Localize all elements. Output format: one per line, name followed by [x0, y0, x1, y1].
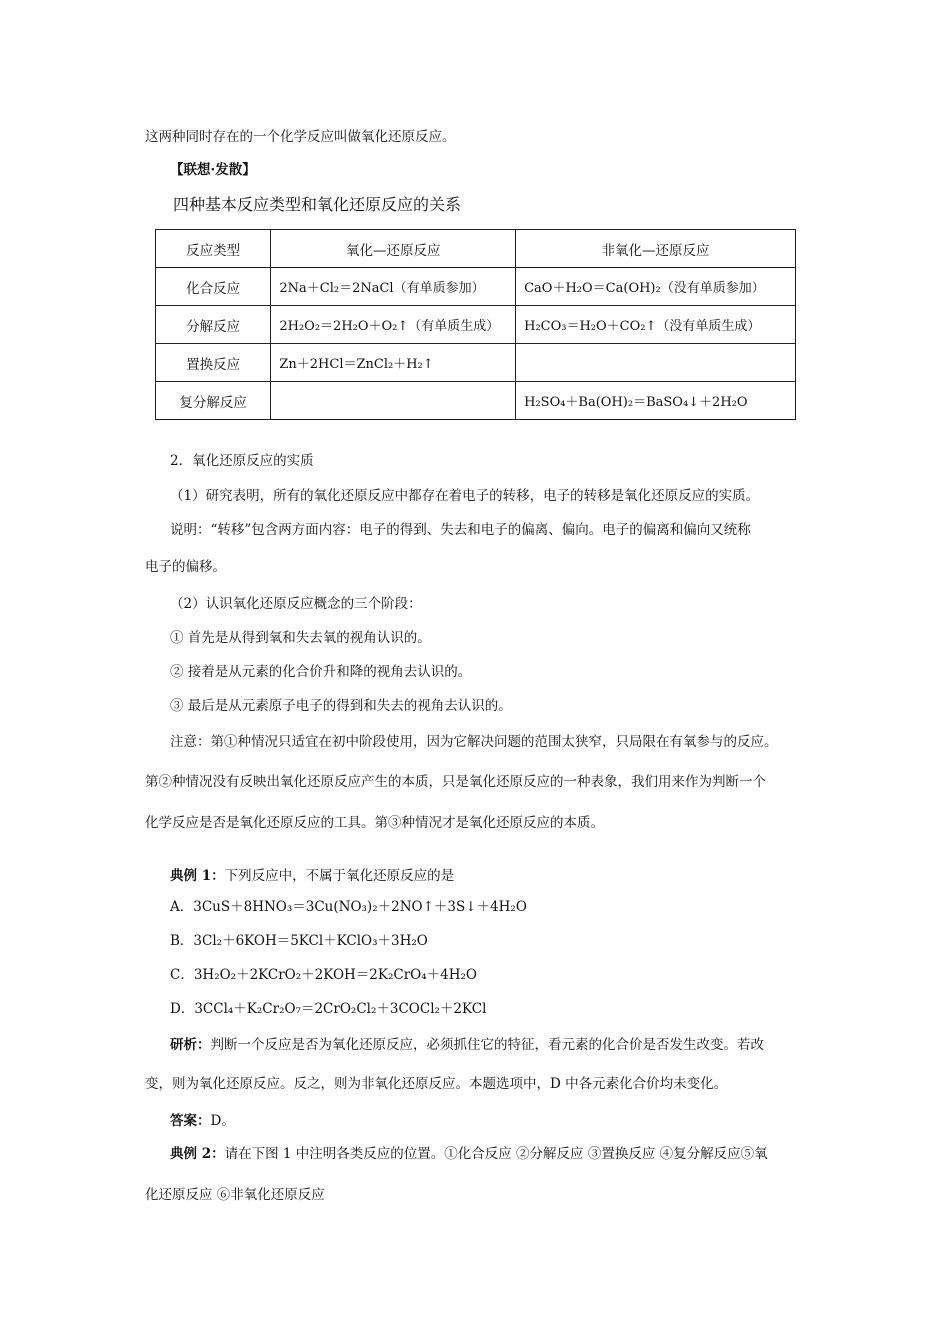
table-row [156, 268, 796, 306]
reaction-type-cell: 分解反应 [156, 306, 271, 344]
intro-text: 这两种同时存在的一个化学反应叫做氧化还原反应。 [145, 129, 456, 145]
table-title: 四种基本反应类型和氧化还原反应的关系 [173, 195, 462, 214]
non-redox-example-cell [516, 344, 796, 382]
non-redox-example-cell: H₂SO₄＋Ba(OH)₂＝BaSO₄↓＋2H₂O [516, 382, 796, 420]
caution-text: 注意：第①种情况只适宜在初中阶段使用，因为它解决问题的范围太狭窄，只局限在有氧参与的反应。 [170, 734, 778, 750]
header-cell: 非氧化—还原反应 [516, 230, 796, 268]
reaction-type-cell: 复分解反应 [156, 382, 271, 420]
option-a: A．3CuS＋8HNO₃＝3Cu(NO₃)₂＋2NO↑＋3S↓＋4H₂O [170, 899, 527, 915]
header-cell: 反应类型 [156, 230, 271, 268]
header-cell: 氧化—还原反应 [271, 230, 516, 268]
answer-label: 答案： [170, 1113, 211, 1129]
example-label: 典例 2： [170, 1146, 225, 1162]
caution-text: 第②种情况没有反映出氧化还原反应产生的本质，只是氧化还原反应的一种表象，我们用来作为判断一个 [145, 774, 766, 790]
example-label: 典例 1： [170, 868, 225, 884]
option-b: B．3Cl₂＋6KOH＝5KCl＋KClO₃＋3H₂O [170, 933, 428, 949]
analysis-label: 研析： [170, 1037, 211, 1053]
question-text: 化还原反应 ⑥非氧化还原反应 [145, 1187, 325, 1203]
table-row [156, 382, 796, 420]
non-redox-example-cell: CaO＋H₂O＝Ca(OH)₂（没有单质参加） [516, 268, 796, 306]
note-text: 电子的偏移。 [145, 559, 226, 575]
question-text: 请在下图 1 中注明各类反应的位置。①化合反应 ②分解反应 ③置换反应 ④复分解反应⑤氧 [224, 1146, 768, 1162]
example-2-question [170, 1145, 768, 1163]
stage-item: ① 首先是从得到氧和失去氧的视角认识的。 [170, 630, 431, 646]
table-row [156, 344, 796, 382]
table-header-row [156, 230, 796, 268]
redox-example-cell: Zn＋2HCl＝ZnCl₂＋H₂↑ [271, 344, 516, 382]
paragraph: （1）研究表明，所有的氧化还原反应中都存在着电子的转移，电子的转移是氧化还原反应的实质。 [170, 488, 760, 504]
reaction-relation-table [155, 229, 796, 420]
stage-item: ③ 最后是从元素原子电子的得到和失去的视角去认识的。 [170, 698, 512, 714]
non-redox-example-cell: H₂CO₃＝H₂O＋CO₂↑（没有单质生成） [516, 306, 796, 344]
analysis-line: 变，则为氧化还原反应。反之，则为非氧化还原反应。本题选项中，D 中各元素化合价均未变化。 [145, 1076, 728, 1092]
association-heading: 【联想·发散】 [170, 162, 256, 178]
redox-example-cell: 2H₂O₂＝2H₂O＋O₂↑（有单质生成） [271, 306, 516, 344]
analysis-text [170, 1036, 764, 1054]
example-1-question [170, 867, 454, 885]
reaction-type-cell: 化合反应 [156, 268, 271, 306]
answer-value: D。 [210, 1113, 235, 1129]
analysis-line: 判断一个反应是否为氧化还原反应，必须抓住它的特征，看元素的化合价是否发生改变。若改 [210, 1037, 764, 1053]
option-c: C．3H₂O₂＋2KCrO₂＋2KOH＝2K₂CrO₄＋4H₂O [170, 967, 477, 983]
caution-text: 化学反应是否是氧化还原反应的工具。第③种情况才是氧化还原反应的本质。 [145, 815, 604, 831]
reaction-type-cell: 置换反应 [156, 344, 271, 382]
note-text: 说明：“转移”包含两方面内容：电子的得到、失去和电子的偏离、偏向。电子的偏离和偏向又统称 [170, 522, 751, 538]
option-d: D．3CCl₄＋K₂Cr₂O₇＝2CrO₂Cl₂＋3COCl₂＋2KCl [170, 1001, 487, 1017]
paragraph: （2）认识氧化还原反应概念的三个阶段： [170, 596, 422, 612]
redox-example-cell [271, 382, 516, 420]
table-row [156, 306, 796, 344]
answer-text [170, 1112, 235, 1130]
question-text: 下列反应中，不属于氧化还原反应的是 [224, 868, 455, 884]
redox-example-cell: 2Na＋Cl₂＝2NaCl（有单质参加） [271, 268, 516, 306]
section-heading: 2．氧化还原反应的实质 [170, 453, 314, 469]
stage-item: ② 接着是从元素的化合价升和降的视角去认识的。 [170, 664, 472, 680]
